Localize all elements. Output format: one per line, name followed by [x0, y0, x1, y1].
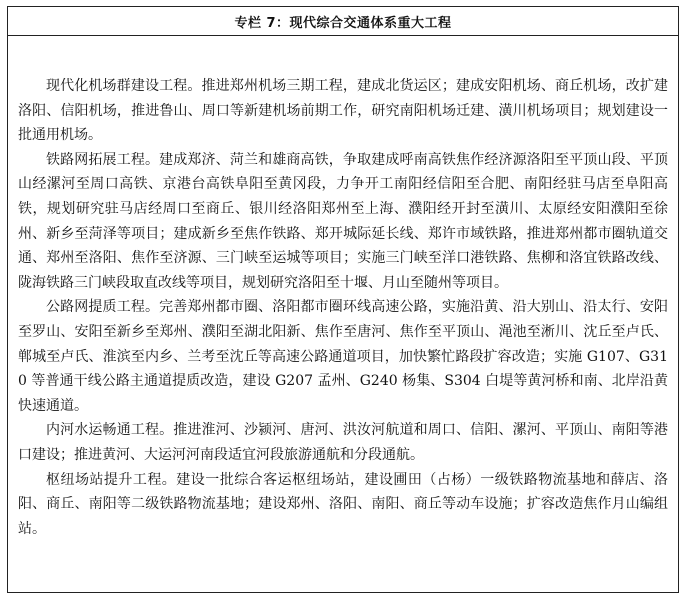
box-content — [8, 36, 678, 541]
feature-box — [7, 6, 679, 593]
paragraph-railway: 铁路网拓展工程。建成郑济、菏兰和雄商高铁，争取建成呼南高铁焦作经济源洛阳至平顶山段、平顶山经漯河至周口高铁、京港台高铁阜阳至黄冈段，力争开工南阳经信阳至合肥、南阳经驻马店至阜阳高铁，规划研究驻马店经周口至商丘、银川经洛阳郑州至上海、濮阳经开封至潢川、太原经安阳濮阳至徐州、新乡至菏泽等项目；建成新乡至焦作铁路、郑开城际延长线、郑许市域铁路，推进郑州都市圈轨道交通、郑州至洛阳、焦作至济源、三门峡至运城等项目；实施三门峡至洋口港铁路、焦柳和洛宜铁路改线、陇海铁路三门峡段取直改线等项目，规划研究洛阳至十堰、月山至随州等项目。 — [18, 151, 668, 291]
box-title: 专栏 7：现代综合交通体系重大工程 — [8, 7, 678, 36]
paragraph-waterway: 内河水运畅通工程。推进淮河、沙颍河、唐河、洪汝河航道和周口、信阳、漯河、平顶山、南阳等港口建设；推进黄河、大运河河南段适宜河段旅游通航和分段通航。 — [18, 422, 668, 463]
paragraph-hub: 枢纽场站提升工程。建设一批综合客运枢纽场站，建设圃田（占杨）一级铁路物流基地和薛店、洛阳、商丘、南阳等二级铁路物流基地；建设郑州、洛阳、南阳、商丘等动车设施；扩容改造焦作月山编组站。 — [18, 471, 668, 537]
paragraph-highway: 公路网提质工程。完善郑州都市圈、洛阳都市圈环线高速公路，实施沿黄、沿大别山、沿太行、安阳至罗山、安阳至新乡至郑州、濮阳至湖北阳新、焦作至唐河、焦作至平顶山、渑池至淅川、沈丘至卢氏、郸城至卢氏、淮滨至内乡、兰考至沈丘等高速公路通道项目，加快繁忙路段扩容改造；实施 G107、G310 等普通干线公路主通道提质改造，建设 G207 孟州、G240 杨集、S304 白堤等黄河桥和南、北岸沿黄快速通道。 — [18, 299, 668, 414]
paragraph-airport: 现代化机场群建设工程。推进郑州机场三期工程，建成北货运区；建成安阳机场、商丘机场，改扩建洛阳、信阳机场，推进鲁山、周口等新建机场前期工作，研究南阳机场迁建、潢川机场项目；规划建设一批通用机场。 — [18, 78, 668, 144]
